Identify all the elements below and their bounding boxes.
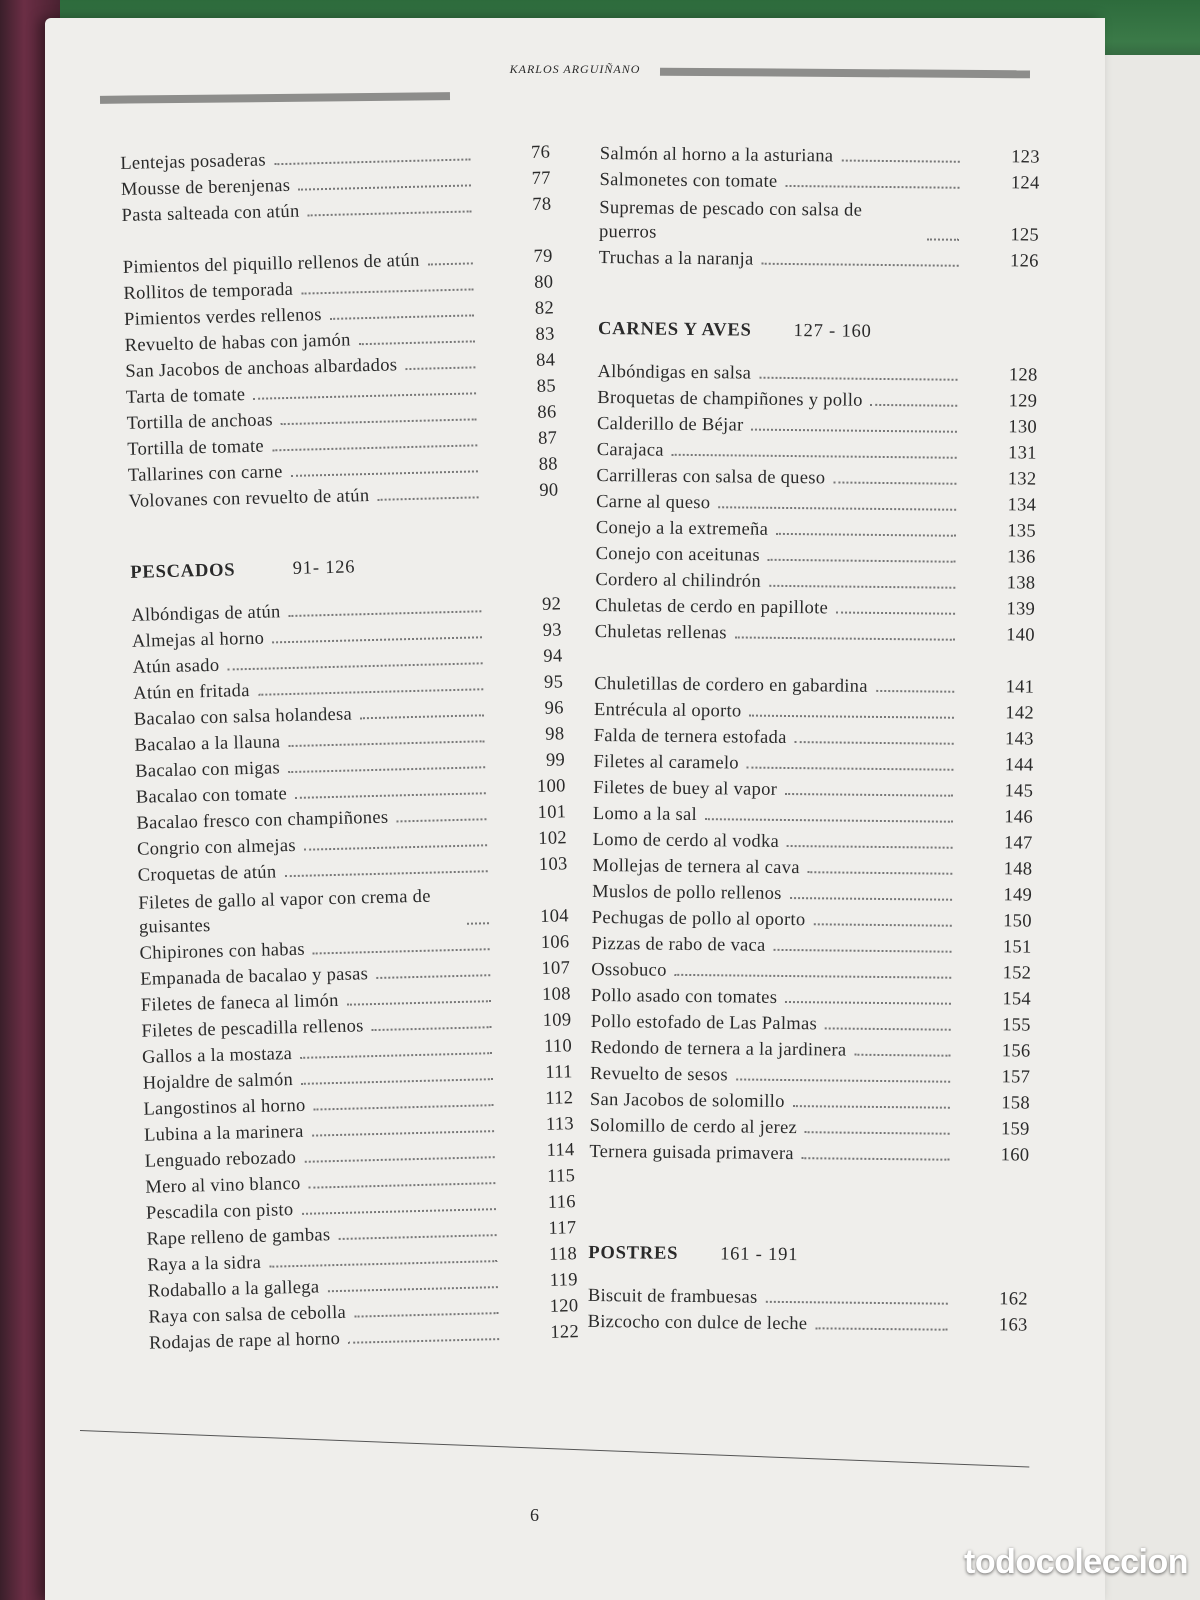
entry-name: Carrilleras con salsa de queso bbox=[596, 465, 826, 489]
entry-name: Lenguado rebozado bbox=[144, 1147, 297, 1172]
index-entry bbox=[595, 618, 1035, 649]
postres-entries bbox=[587, 1282, 1028, 1339]
leader-dots bbox=[302, 1208, 496, 1215]
entry-page: 145 bbox=[1004, 781, 1034, 802]
leader-dots bbox=[836, 611, 955, 614]
entry-page: 101 bbox=[537, 802, 567, 823]
entry-name: Bacalao fresco con champiñones bbox=[136, 807, 389, 834]
entry-name: Congrio con almejas bbox=[136, 835, 297, 860]
entry-page: 112 bbox=[545, 1088, 574, 1109]
index-entry bbox=[596, 462, 1036, 493]
entry-name: Carajaca bbox=[596, 439, 664, 461]
entry-page: 119 bbox=[549, 1270, 578, 1291]
page-number: 6 bbox=[530, 1505, 539, 1525]
entry-page: 111 bbox=[545, 1062, 573, 1083]
index-entry bbox=[593, 800, 1033, 831]
entry-page: 76 bbox=[530, 142, 551, 163]
entry-name: Redondo de ternera a la jardinera bbox=[590, 1037, 847, 1061]
entry-page: 158 bbox=[1001, 1093, 1031, 1114]
entry-page: 93 bbox=[542, 620, 563, 641]
leader-dots bbox=[808, 871, 953, 875]
entry-page: 122 bbox=[550, 1322, 580, 1343]
section-pages: 91- 126 bbox=[292, 557, 356, 579]
index-entry bbox=[595, 592, 1035, 623]
entry-page: 128 bbox=[1008, 365, 1038, 386]
leader-dots bbox=[258, 688, 483, 696]
index-entry bbox=[596, 514, 1036, 545]
entry-page: 117 bbox=[548, 1218, 577, 1239]
index-entry bbox=[599, 192, 1040, 249]
entry-page: 156 bbox=[1001, 1041, 1031, 1062]
index-entry bbox=[589, 1138, 1029, 1169]
entry-name: Empanada de bacalao y pasas bbox=[140, 964, 369, 990]
leader-dots bbox=[253, 392, 476, 399]
header-rule-right bbox=[660, 68, 1030, 79]
entry-name: Conejo a la extremeña bbox=[595, 517, 769, 540]
index-entry bbox=[591, 982, 1031, 1013]
leader-dots bbox=[295, 792, 486, 799]
entry-page: 88 bbox=[538, 454, 559, 475]
entry-page: 80 bbox=[534, 272, 554, 293]
leader-dots bbox=[736, 1078, 950, 1082]
index-entry bbox=[590, 1112, 1030, 1143]
entry-name: Filetes de faneca al limón bbox=[140, 990, 339, 1016]
entry-page: 159 bbox=[1000, 1119, 1030, 1140]
section-pages: 127 - 160 bbox=[793, 321, 872, 342]
index-entry bbox=[591, 930, 1031, 961]
index-entry bbox=[593, 748, 1033, 779]
entry-name: Volovanes con revuelto de atún bbox=[128, 486, 370, 512]
leader-dots bbox=[793, 1105, 950, 1109]
leader-dots bbox=[312, 1130, 494, 1136]
entry-name: Raya con salsa de cebolla bbox=[148, 1302, 347, 1328]
leader-dots bbox=[289, 610, 482, 617]
entry-page: 83 bbox=[535, 324, 555, 345]
leader-dots bbox=[841, 160, 959, 163]
index-entry bbox=[590, 1086, 1030, 1117]
entry-name: Bacalao con migas bbox=[134, 758, 281, 782]
entry-page: 139 bbox=[1006, 599, 1036, 620]
entry-name: Pizzas de rabo de vaca bbox=[591, 933, 766, 956]
index-entry bbox=[590, 1034, 1030, 1065]
leader-dots bbox=[467, 922, 489, 925]
entry-name: Pechugas de pollo al oporto bbox=[591, 907, 806, 931]
leader-dots bbox=[298, 184, 471, 190]
index-entry bbox=[588, 1282, 1028, 1313]
entry-page: 138 bbox=[1006, 573, 1036, 594]
index-entry bbox=[599, 166, 1039, 197]
leader-dots bbox=[347, 1000, 491, 1006]
entry-name: Ossobuco bbox=[591, 959, 667, 981]
entry-page: 143 bbox=[1004, 729, 1034, 750]
entry-page: 118 bbox=[548, 1244, 578, 1265]
entry-page: 155 bbox=[1001, 1015, 1031, 1036]
leader-dots bbox=[354, 1312, 498, 1318]
leader-dots bbox=[301, 288, 473, 294]
entry-page: 102 bbox=[538, 828, 568, 849]
section-pages: 161 - 191 bbox=[720, 1244, 799, 1266]
leader-dots bbox=[705, 818, 953, 823]
entry-name: Chuletas de cerdo en papillote bbox=[595, 595, 829, 619]
entry-page: 110 bbox=[543, 1036, 573, 1057]
entry-name: San Jacobos de anchoas albardados bbox=[125, 355, 398, 382]
index-entry bbox=[592, 852, 1032, 883]
entry-page: 147 bbox=[1003, 833, 1033, 854]
entry-page: 142 bbox=[1005, 703, 1035, 724]
entry-page: 148 bbox=[1003, 859, 1033, 880]
leader-dots bbox=[751, 429, 957, 433]
leader-dots bbox=[274, 158, 470, 165]
entry-name: Tarta de tomate bbox=[125, 385, 246, 408]
leader-dots bbox=[308, 210, 472, 216]
entry-page: 96 bbox=[544, 698, 565, 719]
entry-name: Bizcocho con dulce de leche bbox=[587, 1311, 808, 1335]
entry-name: Pollo estofado de Las Palmas bbox=[590, 1011, 818, 1035]
entry-name: Rape relleno de gambas bbox=[146, 1225, 331, 1250]
entry-name: Falda de ternera estofada bbox=[593, 725, 787, 748]
entry-page: 125 bbox=[1010, 225, 1040, 246]
section-title: CARNES Y AVES bbox=[597, 318, 752, 341]
section-heading-pescados bbox=[130, 533, 561, 583]
leader-dots bbox=[272, 636, 482, 643]
entry-name: Atún asado bbox=[132, 655, 220, 678]
entry-name: Broquetas de champiñones y pollo bbox=[597, 387, 863, 411]
watermark-logo: todocoleccion bbox=[964, 1543, 1188, 1581]
leader-dots bbox=[854, 1054, 950, 1057]
entry-name: Tallarines con carne bbox=[127, 462, 283, 486]
leader-dots bbox=[785, 185, 959, 189]
section-heading-postres bbox=[588, 1224, 1028, 1269]
entry-name: Albóndigas de atún bbox=[131, 602, 281, 626]
entry-page: 129 bbox=[1008, 391, 1038, 412]
leader-dots bbox=[718, 506, 956, 510]
entry-name: Filetes al caramelo bbox=[593, 751, 740, 774]
leader-dots bbox=[675, 974, 952, 979]
index-entry bbox=[593, 774, 1033, 805]
leader-dots bbox=[301, 1078, 493, 1085]
entry-page: 114 bbox=[546, 1140, 575, 1161]
leader-dots bbox=[776, 533, 956, 537]
entry-name: Solomillo de cerdo al jerez bbox=[589, 1115, 798, 1139]
entry-page: 120 bbox=[549, 1296, 579, 1317]
leader-dots bbox=[396, 818, 486, 822]
index-entry bbox=[587, 1308, 1027, 1339]
index-entry bbox=[599, 244, 1039, 275]
entry-page: 132 bbox=[1007, 469, 1037, 490]
index-entry bbox=[597, 410, 1037, 441]
entry-page: 100 bbox=[536, 776, 566, 797]
entry-page: 90 bbox=[539, 480, 559, 501]
entry-name: Rodaballo a la gallega bbox=[147, 1277, 320, 1302]
entry-page: 135 bbox=[1007, 521, 1037, 542]
entry-page: 160 bbox=[1000, 1145, 1030, 1166]
entry-name: Filetes de buey al vapor bbox=[593, 777, 778, 800]
entry-page: 116 bbox=[547, 1192, 577, 1213]
leader-dots bbox=[300, 1052, 492, 1059]
section-title: POSTRES bbox=[588, 1242, 679, 1264]
facing-page bbox=[1090, 55, 1200, 1600]
index-column-left bbox=[120, 139, 579, 1355]
entry-name: Supremas de pescado con salsa de puerros bbox=[598, 197, 863, 243]
index-entry bbox=[592, 904, 1032, 935]
entry-name: Revuelto de sesos bbox=[590, 1063, 728, 1086]
entry-name: Tortilla de anchoas bbox=[126, 410, 274, 434]
leader-dots bbox=[269, 1260, 497, 1268]
entry-name: Atún en fritada bbox=[133, 680, 251, 704]
left-top-entries bbox=[120, 139, 559, 513]
entry-name: Langostinos al horno bbox=[143, 1095, 306, 1120]
leader-dots bbox=[735, 636, 955, 640]
entry-page: 86 bbox=[537, 402, 557, 423]
leader-dots bbox=[927, 238, 959, 240]
entry-page: 108 bbox=[541, 984, 572, 1005]
entry-page: 162 bbox=[999, 1289, 1028, 1310]
entry-name: Carne al queso bbox=[596, 491, 711, 514]
leader-dots bbox=[766, 1301, 948, 1305]
leader-dots bbox=[785, 1001, 951, 1005]
entry-name: Lomo de cerdo al vodka bbox=[592, 829, 780, 852]
index-entry bbox=[597, 384, 1037, 415]
entry-name: Filetes de pescadilla rellenos bbox=[141, 1016, 364, 1042]
entry-name: Cordero al chilindrón bbox=[595, 569, 762, 592]
entry-name: Lomo a la sal bbox=[592, 803, 698, 826]
leader-dots bbox=[785, 793, 953, 797]
entry-page: 99 bbox=[545, 750, 566, 771]
entry-name: San Jacobos de solomillo bbox=[589, 1089, 785, 1112]
entry-name: Chuletas rellenas bbox=[594, 621, 727, 644]
entry-page: 152 bbox=[1002, 963, 1032, 984]
leader-dots bbox=[348, 1338, 499, 1344]
entry-name: Pimientos del piquillo rellenos de atún bbox=[122, 250, 420, 278]
entry-page: 126 bbox=[1009, 251, 1039, 272]
leader-dots bbox=[768, 559, 956, 563]
index-entry bbox=[597, 436, 1037, 467]
index-entry bbox=[593, 826, 1033, 857]
entry-page: 150 bbox=[1003, 911, 1032, 932]
entry-name: Hojaldre de salmón bbox=[142, 1070, 294, 1094]
index-entry bbox=[596, 540, 1036, 571]
entry-name: Chipirones con habas bbox=[139, 939, 306, 964]
leader-dots bbox=[428, 262, 473, 265]
leader-dots bbox=[825, 1027, 951, 1030]
entry-page: 154 bbox=[1002, 989, 1032, 1010]
entry-name: Raya a la sidra bbox=[147, 1252, 262, 1276]
entry-name: Lentejas posaderas bbox=[120, 150, 267, 174]
leader-dots bbox=[871, 404, 958, 407]
entry-page: 130 bbox=[1008, 417, 1038, 438]
index-entry bbox=[600, 140, 1040, 171]
entry-name: Mollejas de ternera al cava bbox=[592, 855, 800, 879]
entry-name: Filetes de gallo al vapor con crema de guisantes bbox=[138, 886, 431, 938]
entry-name: Bacalao con tomate bbox=[135, 784, 288, 808]
leader-dots bbox=[876, 690, 955, 693]
leader-dots bbox=[289, 740, 485, 747]
section-title: PESCADOS bbox=[130, 560, 236, 583]
index-entry bbox=[592, 878, 1032, 909]
entry-page: 149 bbox=[1003, 885, 1033, 906]
index-entry bbox=[597, 358, 1037, 389]
entry-name: Almejas al horno bbox=[131, 628, 265, 652]
entry-page: 109 bbox=[542, 1010, 572, 1031]
leader-dots bbox=[291, 470, 478, 477]
entry-page: 124 bbox=[1010, 173, 1040, 194]
leader-dots bbox=[330, 314, 474, 320]
index-entry bbox=[594, 696, 1034, 727]
entry-page: 141 bbox=[1005, 677, 1035, 698]
index-entry bbox=[591, 956, 1031, 987]
leader-dots bbox=[227, 662, 482, 670]
pescados-entries bbox=[131, 591, 579, 1355]
entry-name: Croquetas de atún bbox=[137, 862, 277, 886]
entry-page: 115 bbox=[547, 1166, 576, 1187]
entry-page: 163 bbox=[998, 1315, 1028, 1336]
entry-page: 87 bbox=[537, 428, 558, 449]
entry-page: 82 bbox=[534, 298, 555, 319]
leader-dots bbox=[272, 444, 477, 451]
entry-page: 113 bbox=[545, 1114, 575, 1135]
entry-page: 103 bbox=[538, 854, 568, 875]
leader-dots bbox=[313, 948, 490, 954]
leader-dots bbox=[327, 1286, 497, 1292]
entry-name: Pescadila con pisto bbox=[145, 1200, 294, 1224]
entry-name: Entrécula al oporto bbox=[593, 699, 742, 722]
entry-name: Pasta salteada con atún bbox=[121, 201, 300, 226]
entry-page: 157 bbox=[1001, 1067, 1031, 1088]
entry-page: 123 bbox=[1011, 147, 1040, 168]
leader-dots bbox=[795, 741, 954, 745]
entry-page: 106 bbox=[540, 932, 570, 953]
entry-name: Lubina a la marinera bbox=[143, 1121, 304, 1146]
entry-page: 94 bbox=[543, 646, 563, 667]
leader-dots bbox=[304, 1156, 494, 1163]
leader-dots bbox=[774, 949, 952, 953]
entry-page: 151 bbox=[1002, 937, 1032, 958]
entry-page: 144 bbox=[1004, 755, 1034, 776]
header-title: KARLOS ARGUIÑANO bbox=[509, 62, 641, 76]
leader-dots bbox=[284, 870, 487, 877]
entry-name: Tortilla de tomate bbox=[127, 436, 265, 460]
entry-name: Revuelto de habas con jamón bbox=[124, 330, 351, 356]
entry-page: 77 bbox=[531, 168, 552, 189]
index-entry bbox=[594, 722, 1034, 753]
leader-dots bbox=[376, 974, 490, 979]
entry-name: Muslos de pollo rellenos bbox=[592, 881, 782, 904]
leader-dots bbox=[309, 1182, 496, 1189]
entry-name: Bacalao a la llauna bbox=[134, 732, 281, 756]
leader-dots bbox=[815, 1327, 947, 1330]
entry-page: 104 bbox=[539, 906, 570, 927]
entry-name: Conejo con aceitunas bbox=[595, 543, 760, 566]
entry-page: 134 bbox=[1007, 495, 1037, 516]
leader-dots bbox=[802, 1157, 950, 1161]
entry-page: 107 bbox=[541, 958, 571, 979]
right-top-entries bbox=[599, 140, 1040, 275]
leader-dots bbox=[359, 340, 475, 345]
leader-dots bbox=[314, 1104, 494, 1110]
leader-dots bbox=[372, 1026, 492, 1031]
entry-page: 84 bbox=[535, 350, 556, 371]
leader-dots bbox=[813, 923, 951, 926]
leader-dots bbox=[360, 714, 484, 719]
index-entry bbox=[596, 488, 1036, 519]
entry-name: Salmón al horno a la asturiana bbox=[599, 143, 834, 167]
section-heading-carnes bbox=[598, 300, 1038, 345]
leader-dots bbox=[281, 418, 477, 425]
entry-name: Gallos a la mostaza bbox=[141, 1044, 293, 1068]
entry-page: 146 bbox=[1004, 807, 1034, 828]
index-entry bbox=[591, 1008, 1031, 1039]
leader-dots bbox=[288, 766, 485, 773]
entry-name: Mousse de berenjenas bbox=[120, 175, 291, 200]
leader-dots bbox=[304, 844, 487, 850]
entry-page: 85 bbox=[536, 376, 557, 397]
entry-name: Bacalao con salsa holandesa bbox=[133, 704, 353, 730]
entry-name: Pimientos verdes rellenos bbox=[123, 305, 322, 330]
entry-name: Salmonetes con tomate bbox=[599, 169, 778, 192]
leader-dots bbox=[805, 1131, 950, 1135]
entry-name: Mero al vino blanco bbox=[145, 1173, 301, 1198]
entry-name: Albóndigas en salsa bbox=[597, 361, 752, 384]
index-entry bbox=[595, 566, 1035, 597]
index-column-right bbox=[587, 140, 1039, 1339]
running-header bbox=[100, 52, 980, 82]
leader-dots bbox=[769, 585, 955, 589]
leader-dots bbox=[672, 454, 957, 459]
entry-name: Chuletillas de cordero en gabardina bbox=[594, 673, 868, 697]
leader-dots bbox=[377, 496, 478, 500]
entry-page: 78 bbox=[532, 194, 552, 215]
entry-page: 95 bbox=[543, 672, 564, 693]
entry-name: Calderillo de Béjar bbox=[596, 413, 744, 436]
leader-dots bbox=[747, 767, 954, 771]
leader-dots bbox=[833, 481, 956, 484]
entry-name: Biscuit de frambuesas bbox=[587, 1285, 758, 1308]
entry-page: 136 bbox=[1006, 547, 1036, 568]
entry-page: 79 bbox=[533, 246, 553, 267]
leader-dots bbox=[338, 1234, 496, 1240]
index-entry bbox=[594, 644, 1035, 701]
entry-name: Truchas a la naranja bbox=[598, 247, 754, 270]
leader-dots bbox=[405, 366, 475, 370]
entry-page: 140 bbox=[1006, 625, 1035, 646]
leader-dots bbox=[759, 377, 957, 381]
carnes-entries bbox=[589, 358, 1037, 1169]
leader-dots bbox=[787, 845, 953, 849]
entry-name: Ternera guisada primavera bbox=[589, 1141, 794, 1165]
leader-dots bbox=[762, 263, 959, 267]
leader-dots bbox=[790, 897, 952, 901]
entry-page: 92 bbox=[541, 594, 562, 615]
leader-dots bbox=[749, 715, 954, 719]
entry-name: Rodajas de rape al horno bbox=[148, 1328, 341, 1354]
entry-page: 98 bbox=[545, 724, 565, 745]
entry-page: 131 bbox=[1007, 443, 1037, 464]
entry-name: Rollitos de temporada bbox=[123, 279, 294, 304]
index-entry bbox=[590, 1060, 1030, 1091]
entry-name: Pollo asado con tomates bbox=[590, 985, 778, 1008]
